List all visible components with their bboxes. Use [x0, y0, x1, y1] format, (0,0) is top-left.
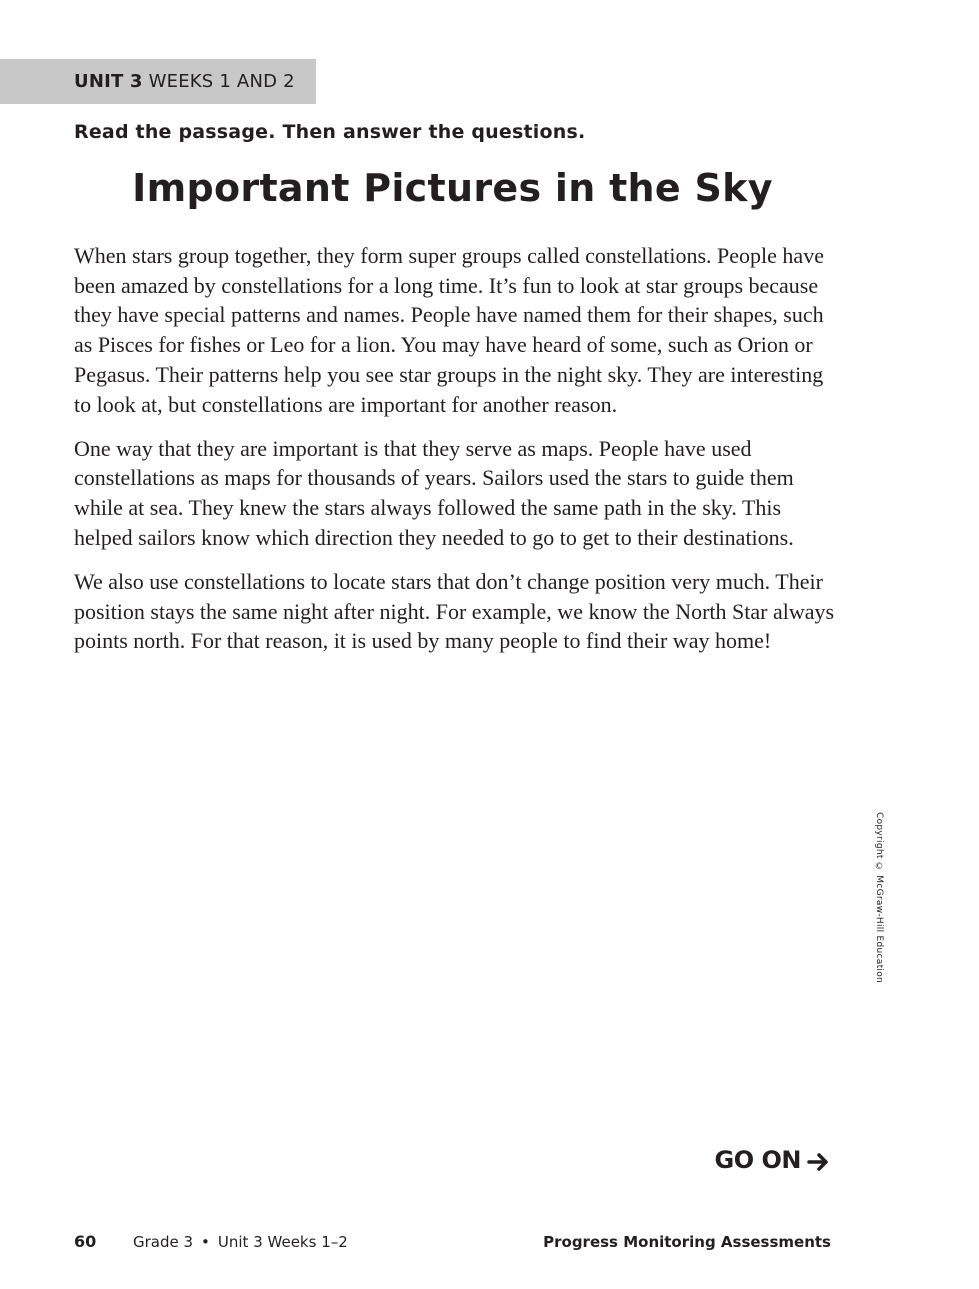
- copyright-notice: Copyright © McGraw-Hill Education: [874, 812, 884, 984]
- page-footer: [74, 1232, 831, 1254]
- bullet-separator: •: [201, 1233, 210, 1251]
- weeks-label: WEEKS 1 AND 2: [148, 71, 295, 92]
- passage: [74, 241, 836, 671]
- instructions: Read the passage. Then answer the questions.: [74, 121, 586, 143]
- unit-label: UNIT 3: [74, 71, 143, 92]
- arrow-right-icon: [807, 1150, 831, 1170]
- passage-paragraph: When stars group together, they form super groups called constellations. People have been amazed by constellations for a long time. It’s fun to look at star groups because they have special patterns and names. People have named them for their shapes, such as Pisces for fishes or Leo for a lion. You may have heard of some, such as Orion or Pegasus. Their patterns help you see star groups in the night sky. They are interesting to look at, but constellations are important for another reason.: [74, 243, 824, 417]
- go-on-label: GO ON: [714, 1146, 801, 1174]
- assessment-title: Progress Monitoring Assessments: [543, 1233, 831, 1251]
- passage-paragraph: One way that they are important is that they serve as maps. People have used constellations as maps for thousands of years. Sailors used the stars to guide them while at sea. They knew the stars always followed the same path in the sky. This helped sailors know which direction they needed to go to get to their destinations.: [74, 435, 794, 550]
- go-on-indicator: [715, 1146, 831, 1174]
- grade-info: [133, 1233, 348, 1251]
- page-title: Important Pictures in the Sky: [132, 166, 773, 210]
- grade-label: Grade 3: [133, 1233, 194, 1251]
- unit-weeks-label: Unit 3 Weeks 1–2: [217, 1233, 348, 1251]
- passage-paragraph: We also use constellations to locate stars that don’t change position very much. Their position stays the same night after night. For example, we know the North Star always points north. For that reason, it is used by many people to find their way home!: [74, 569, 835, 654]
- page-number: 60: [74, 1232, 97, 1251]
- unit-header-tab: [0, 59, 316, 104]
